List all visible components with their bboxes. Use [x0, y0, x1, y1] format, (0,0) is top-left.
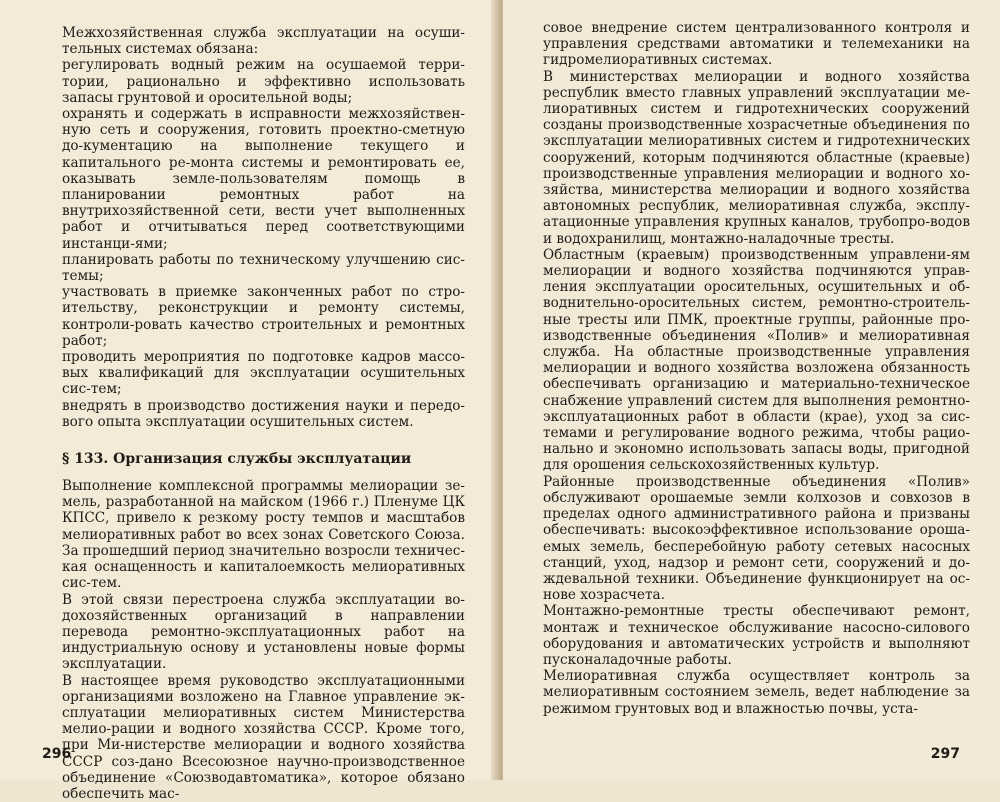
paragraph: Выполнение комплексной программы мелиорации зе-мель, разработанной на майском (1966 г.) Пленуме ЦК КПСС, привело к резкому росту темпов и масштабов мелиоративных работ во всех зонах Советского Союза. За прошедший период значительно возросли техничес-кая оснащенность и капиталоемкость мелиоративных сис-тем. [62, 478, 465, 592]
paragraph: планировать работы по техническому улучшению сис-темы; [62, 251, 465, 285]
paragraph: внедрять в производство достижения науки и передо-вого опыта эксплуатации осушительных систем. [62, 397, 465, 430]
left-page-text [62, 25, 465, 802]
page-number-left: 296 [42, 746, 72, 762]
paragraph: участвовать в приемке законченных работ по стро-ительству, реконструкции и ремонту системы, контроли-ровать качество строительных и ремонтных работ; [62, 284, 465, 349]
paragraph: Монтажно-ремонтные тресты обеспечивают ремонт, монтаж и техническое обслуживание насосно-силового оборудования и автоматических устройств и выполняют пусконаладочные работы. [543, 603, 970, 668]
paragraph: Районные производственные объединения «Полив» обслуживают орошаемые земли колхозов и совхозов в пределах одного административного района и призваны обеспечивать: высокоэффективное использование ороша-емых земель, бесперебойную работу сетевых насосных станций, уход, надзор и ремонт сети, сооружений и до-ждевальной техники. Объединение функционирует на ос-нове хозрасчета. [543, 473, 970, 604]
paragraph: Мелиоративная служба осуществляет контроль за мелиоративным состоянием земель, ведет наблюдение за режимом грунтовых вод и влажностью почвы, уста- [543, 668, 970, 717]
section-title: § 133. Организация службы эксплуатации [62, 451, 412, 468]
paragraph: В министерствах мелиорации и водного хозяйства республик вместо главных управлений эксплуатации ме-лиоративных систем и гидротехнических сооружений созданы производственные хозрасчетные объединения по эксплуатации мелиоративных систем и гидротехнических сооружений, которым подчиняются областные (краевые) производственные управления мелиорации и водного хо-зяйства, министерства мелиорации и водного хозяйства автономных республик, мелиоративная служба, эксплу-атационные управления крупных каналов, трубопро-водов и водохранилищ, монтажно-наладочные тресты. [543, 68, 970, 247]
paragraph: совое внедрение систем централизованного контроля и управления средствами автоматики и телемеханики на гидромелиоративных системах. [543, 20, 970, 69]
right-page-text [543, 20, 970, 717]
paragraph: Межхозяйственная служба эксплуатации на осуши-тельных системах обязана: [62, 25, 465, 58]
paragraph: В этой связи перестроена служба эксплуатации во-дохозяйственных организаций в направлении перевода ремонтно-эксплуатационных работ на индустриальную основу и установлены новые формы эксплуатации. [62, 591, 465, 673]
paragraph: Областным (краевым) производственным управлени-ям мелиорации и водного хозяйства подчиняются управ-ления эксплуатации оросительных, осушительных и об-воднительно-оросительных систем, ремонтно-строитель-ные тресты или ПМК, проектные группы, районные про-изводственные объединения «Полив» и мелиоративная служба. На областные производственные управления мелиорации и водного хозяйства возложена обязанность обеспечивать организацию и материально-техническое снабжение управлений систем для выполнения ремонтно-эксплуатационных работ в области (крае), уход за сис-темами и регулирование водного режима, чтобы рацио-нально и экономно использовать запасы воды, пригодной для орошения сельскохозяйственных культур. [543, 246, 970, 474]
page-number-right: 297 [930, 746, 960, 762]
paragraph: регулировать водный режим на осушаемой терри-тории, рационально и эффективно использовать запасы грунтовой и оросительной воды; [62, 57, 465, 106]
paragraph: В настоящее время руководство эксплуатационными организациями возложено на Главное управление эк-сплуатации мелиоративных систем Министерства мелио-рации и водного хозяйства СССР. Кроме того, при Ми-нистерстве мелиорации и водного хозяйства СССР соз-дано Всесоюзное научно-производственное объединение «Союзводавтоматика», которое обязано обеспечить мас- [62, 672, 465, 802]
right-page [503, 0, 1000, 780]
paragraph: охранять и содержать в исправности межхозяйствен-ную сеть и сооружения, готовить проектно-сметную до-кументацию на выполнение текущего и капитального ре-монта системы и ремонтировать ее, оказывать земле-пользователям помощь в планировании ремонтных работ на внутрихозяйственной сети, вести учет выполненных работ и отчитываться перед соответствующими инстанци-ями; [62, 106, 465, 252]
paragraph: проводить мероприятия по подготовке кадров массо-вых квалификаций для эксплуатации осушительных сис-тем; [62, 349, 465, 398]
left-page [0, 0, 497, 802]
